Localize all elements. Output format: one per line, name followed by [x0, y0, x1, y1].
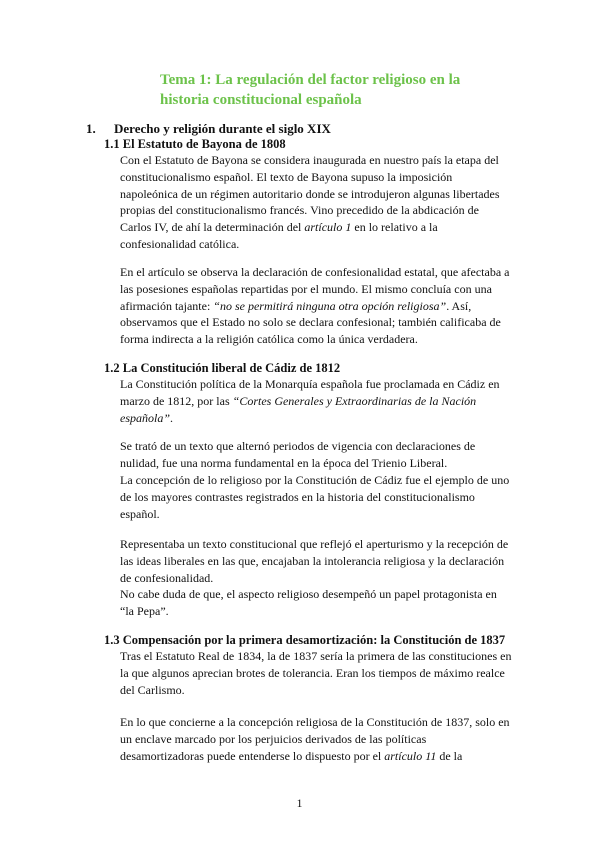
text-run: En lo que concierne a la concepción religiosa de la Constitución de 1837, solo en un enclave marcado por los perjuicios derivados de las políticas desamortizadoras puede entenderse lo dispuesto por el — [120, 715, 510, 763]
page-number: 1 — [296, 796, 303, 810]
italic-run: “Cortes Generales y Extraordinarias de la Nación española” — [120, 393, 477, 425]
section-1-number: 1. — [86, 121, 96, 136]
section-1-2-heading: 1.2 La Constitución liberal de Cádiz de 1812 — [104, 361, 341, 375]
section-1-3-paragraph-2 — [120, 714, 512, 764]
text-run: . — [170, 410, 174, 425]
text-run: en lo relativo a la confesionalidad católica. — [120, 220, 438, 251]
italic-run: artículo 11 — [384, 748, 437, 763]
section-1-2-paragraph-4: Representaba un texto constitucional que reflejó el aperturismo y la recepción de las ideas liberales en las que, encajaban la intolerancia religiosa y la declaración de confesionalidad. — [120, 537, 509, 585]
section-1-1-heading: 1.1 El Estatuto de Bayona de 1808 — [104, 137, 286, 151]
text-run: La Constitución política de la Monarquía española fue proclamada en Cádiz en marzo de 1812, por las — [120, 377, 500, 408]
section-1-title: Derecho y religión durante el siglo XIX — [114, 121, 331, 136]
italic-run: artículo 1 — [304, 220, 352, 235]
text-run: . Así, observamos que el Estado no solo se declara confesional; también calificaba de forma indirecta a la religión católica como la única verdadera. — [120, 298, 501, 347]
italic-run: “no se permitirá ninguna otra opción religiosa” — [213, 298, 447, 313]
text-run: Con el Estatuto de Bayona se considera inaugurada en nuestro país la etapa del constitucionalismo español. El texto de Bayona supuso la imposición napoleónica de un régimen autoritario donde se introdujeron algunas libertades propias del constitucionalismo francés. Vino precedido de la abdicación de Carlos IV, de ahí la determinación del — [120, 153, 500, 235]
section-1-2-paragraph-5: No cabe duda de que, el aspecto religioso desempeñó un papel protagonista en “la Pepa”. — [120, 587, 497, 618]
section-1-1-paragraph-2 — [120, 264, 512, 348]
section-1-2-paragraph-2: Se trató de un texto que alternó periodos de vigencia con declaraciones de nulidad, fue una norma fundamental en la época del Trienio Liberal. — [120, 439, 476, 470]
section-1-2-paragraph-1 — [120, 376, 512, 426]
section-1-heading — [86, 120, 331, 137]
section-1-3-heading: 1.3 Compensación por la primera desamortización: la Constitución de 1837 — [104, 633, 506, 647]
text-run: En el artículo se observa la declaración de confesionalidad estatal, que afectaba a las posesiones españolas repartidas por el mundo. El mismo concluía con una afirmación tajante: — [120, 265, 510, 313]
text-run: de la — [436, 748, 463, 763]
section-1-1-paragraph-1 — [120, 152, 512, 253]
document-title: Tema 1: La regulación del factor religioso en la historia constitucional española — [160, 72, 461, 108]
section-1-2-paragraph-3: La concepción de lo religioso por la Constitución de Cádiz fue el ejemplo de uno de los mayores contrastes registrados en la historia del constitucionalismo español. — [120, 473, 510, 521]
section-1-3-paragraph-1: Tras el Estatuto Real de 1834, la de 1837 sería la primera de las constituciones en la que algunos aprecian brotes de tolerancia. Eran los tiempos de máximo realce del Carlismo. — [120, 649, 512, 697]
